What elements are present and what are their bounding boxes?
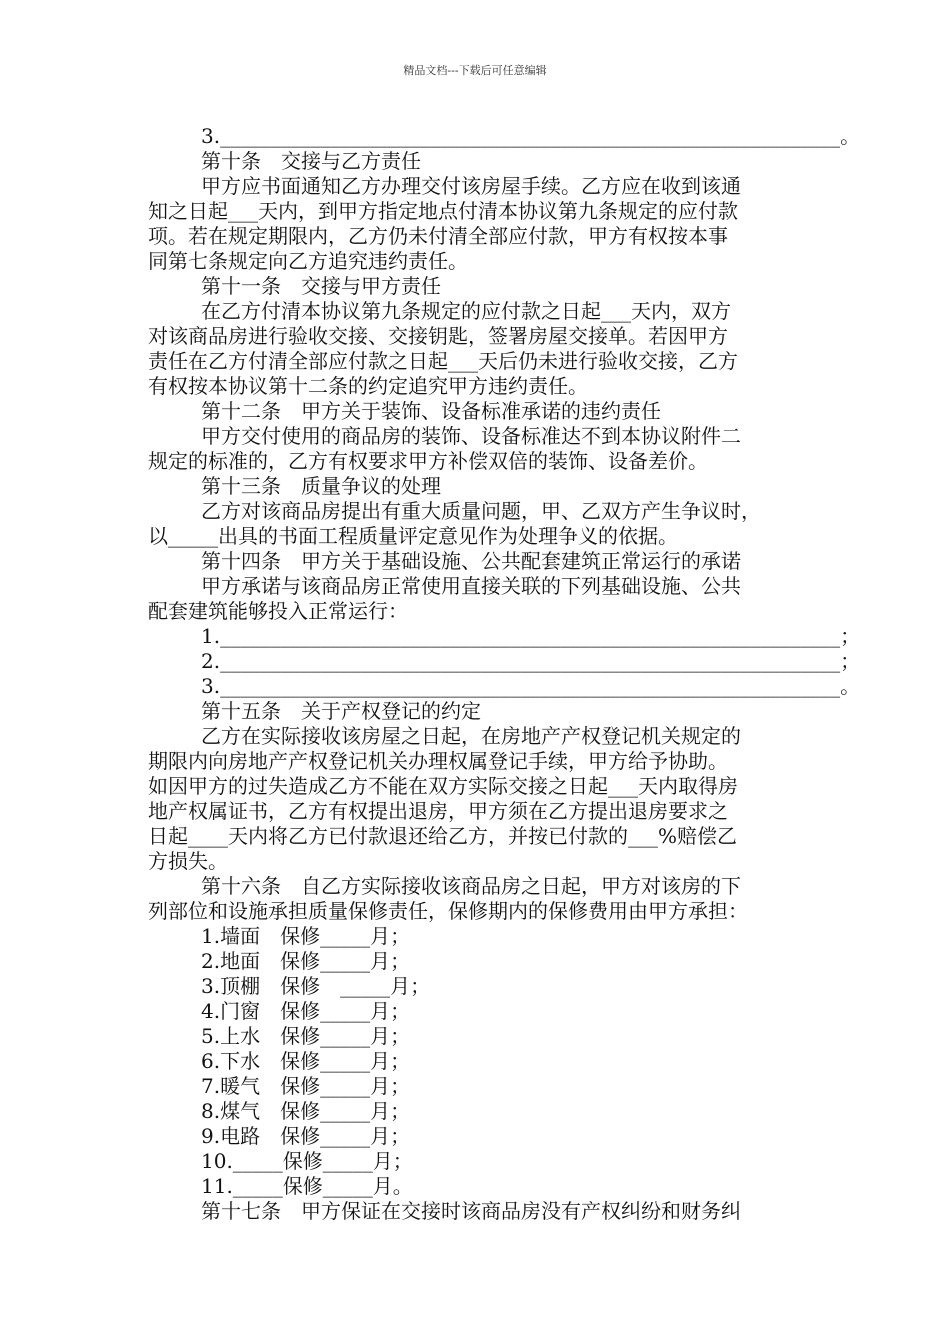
document-line: 如因甲方的过失造成乙方不能在双方实际交接之日起___天内取得房 xyxy=(148,774,738,798)
document-line: 知之日起___天内，到甲方指定地点付清本协议第九条规定的应付款 xyxy=(148,199,738,223)
document-line: 第十三条 质量争议的处理 xyxy=(201,474,441,498)
document-line: 责任在乙方付清全部应付款之日起___天后仍未进行验收交接，乙方 xyxy=(148,349,738,373)
document-line: 11._____保修_____月。 xyxy=(201,1174,413,1198)
document-line: 甲方应书面通知乙方办理交付该房屋手续。乙方应在收到该通 xyxy=(201,174,741,198)
document-line: 有权按本协议第十二条的约定追究甲方违约责任。 xyxy=(148,374,588,398)
document-line: 4.门窗 保修_____月； xyxy=(201,999,411,1023)
document-line: 1.______________________________________________________________； xyxy=(201,624,861,648)
document-line: 乙方在实际接收该房屋之日起，在房地产产权登记机关规定的 xyxy=(201,724,741,748)
document-line: 方损失。 xyxy=(148,849,228,873)
document-line: 9.电路 保修_____月； xyxy=(201,1124,411,1148)
document-line: 5.上水 保修_____月； xyxy=(201,1024,411,1048)
document-line: 2.______________________________________________________________； xyxy=(201,649,861,673)
document-line: 第十条 交接与乙方责任 xyxy=(201,149,421,173)
document-line: 期限内向房地产产权登记机关办理权属登记手续，甲方给予协助。 xyxy=(148,749,728,773)
document-line: 第十五条 关于产权登记的约定 xyxy=(201,699,481,723)
document-line: 同第七条规定向乙方追究违约责任。 xyxy=(148,249,468,273)
document-line: 第十六条 自乙方实际接收该商品房之日起，甲方对该房的下 xyxy=(201,874,741,898)
document-line: 项。若在规定期限内，乙方仍未付清全部应付款，甲方有权按本事 xyxy=(148,224,728,248)
document-line: 第十七条 甲方保证在交接时该商品房没有产权纠纷和财务纠 xyxy=(201,1199,741,1223)
document-body xyxy=(148,124,861,1224)
document-line: 8.煤气 保修_____月； xyxy=(201,1099,411,1123)
document-line: 以_____出具的书面工程质量评定意见作为处理争义的依据。 xyxy=(148,524,678,548)
document-line: 配套建筑能够投入正常运行： xyxy=(148,599,408,623)
page-header: 精品文档---下载后可任意编辑 xyxy=(403,64,547,77)
document-line: 2.地面 保修_____月； xyxy=(201,949,411,973)
document-line: 3.______________________________________________________________。 xyxy=(201,124,861,148)
document-line: 地产权属证书，乙方有权提出退房，甲方须在乙方提出退房要求之 xyxy=(148,799,728,823)
document-line: 3.顶棚 保修 _____月； xyxy=(201,974,431,998)
document-line: 列部位和设施承担质量保修责任，保修期内的保修费用由甲方承担： xyxy=(148,899,748,923)
document-line: 1.墙面 保修_____月； xyxy=(201,924,411,948)
document-line: 日起____天内将乙方已付款退还给乙方，并按已付款的___%赔偿乙 xyxy=(148,824,738,848)
document-line: 在乙方付清本协议第九条规定的应付款之日起___天内，双方 xyxy=(201,299,731,323)
document-line: 7.暖气 保修_____月； xyxy=(201,1074,411,1098)
document-line: 第十四条 甲方关于基础设施、公共配套建筑正常运行的承诺 xyxy=(201,549,741,573)
document-line: 6.下水 保修_____月； xyxy=(201,1049,411,1073)
document-line: 10._____保修_____月； xyxy=(201,1149,413,1173)
document-line: 第十二条 甲方关于装饰、设备标准承诺的违约责任 xyxy=(201,399,661,423)
document-line: 甲方承诺与该商品房正常使用直接关联的下列基础设施、公共 xyxy=(201,574,741,598)
document-line: 乙方对该商品房提出有重大质量问题，甲、乙双方产生争议时， xyxy=(201,499,761,523)
document-line: 规定的标准的，乙方有权要求甲方补偿双倍的装饰、设备差价。 xyxy=(148,449,708,473)
document-line: 第十一条 交接与甲方责任 xyxy=(201,274,441,298)
document-line: 甲方交付使用的商品房的装饰、设备标准达不到本协议附件二 xyxy=(201,424,741,448)
document-line: 3.______________________________________________________________。 xyxy=(201,674,861,698)
document-line: 对该商品房进行验收交接、交接钥匙，签署房屋交接单。若因甲方 xyxy=(148,324,728,348)
